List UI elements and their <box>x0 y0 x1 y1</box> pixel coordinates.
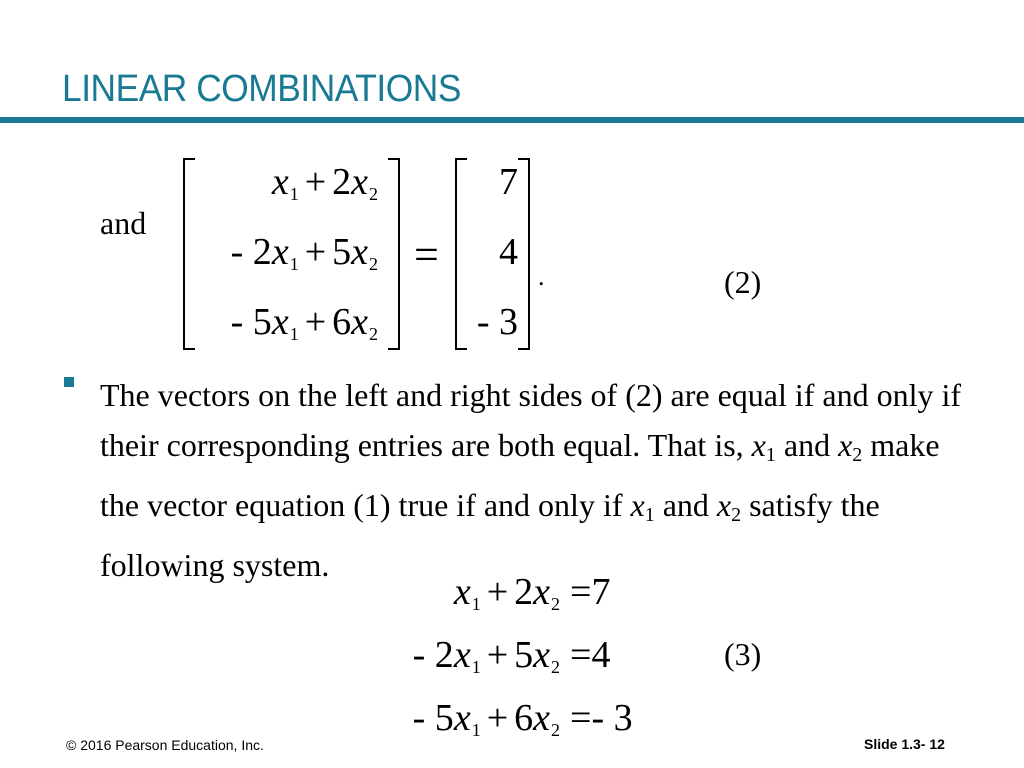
bullet-paragraph: The vectors on the left and right sides of (2) are equal if and only if their corresponding entries are both equal. That is, $x_1$ and $x_2$ make the vector equation (1) true if and only if $x_1$ and $x_2$ satisfy the following system. <box>100 377 962 583</box>
rhs-entry-2: 4 <box>499 231 518 273</box>
left-matrix-open-bracket <box>183 158 195 350</box>
matrix-row-3: - $5x_1 + 6x_2$ <box>230 301 378 344</box>
footer-slide-number: Slide 1.3- 12 <box>864 736 945 752</box>
system-row-2-rhs: =4 <box>570 634 611 676</box>
intro-word: and <box>100 205 147 241</box>
system-row-3-lhs: - $5x_1 + 6x_2$ <box>412 697 560 740</box>
footer-copyright: © 2016 Pearson Education, Inc. <box>66 737 264 753</box>
rhs-entry-1: 7 <box>499 161 518 203</box>
slide-title: LINEAR COMBINATIONS <box>62 68 461 110</box>
left-matrix-close-bracket <box>388 158 400 350</box>
rhs-entry-3: - 3 <box>476 301 518 343</box>
system-row-3-rhs: =- 3 <box>570 697 633 739</box>
system-row-2-lhs: - $2x_1 + 5x_2$ <box>412 634 560 677</box>
equation-label-2: (2) <box>724 264 762 300</box>
right-matrix-open-bracket <box>455 158 467 350</box>
matrix-equals: = <box>414 230 439 279</box>
bullet-marker <box>64 377 74 387</box>
system-row-1-rhs: =7 <box>570 571 611 613</box>
system-row-1-lhs: $x_1 + 2x_2$ <box>453 571 560 614</box>
title-underline <box>0 117 1024 123</box>
matrix-row-2: - $2x_1 + 5x_2$ <box>230 231 378 274</box>
right-matrix-close-bracket <box>518 158 530 350</box>
matrix-period: . <box>538 262 545 291</box>
matrix-row-1: $x_1 + 2x_2$ <box>271 161 378 204</box>
equation-label-3: (3) <box>724 636 762 672</box>
